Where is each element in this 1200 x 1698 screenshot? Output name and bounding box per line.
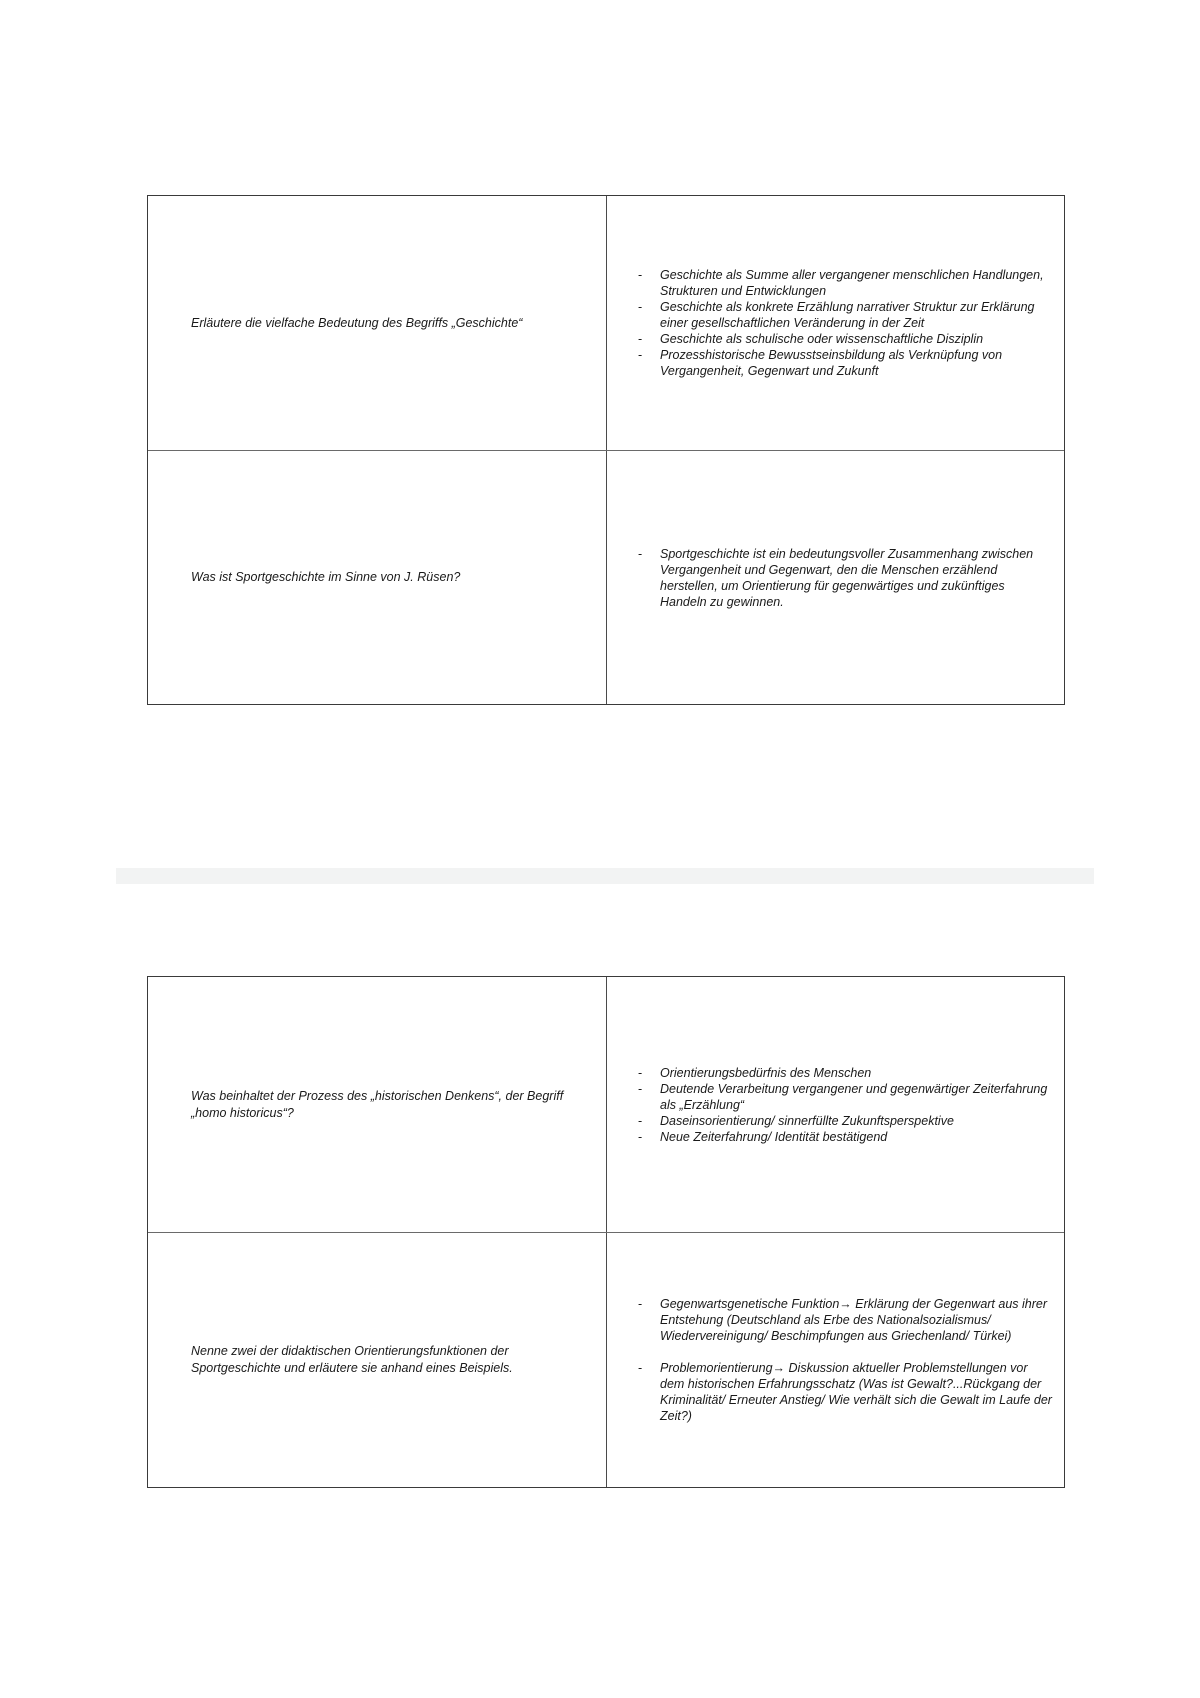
flashcard-row-1 <box>148 196 1064 450</box>
flashcard-row-2 <box>148 450 1064 704</box>
answer-item: - Neue Zeiterfahrung/ Identität bestätigend <box>637 1129 1054 1145</box>
document-page-2 <box>0 884 1200 1698</box>
question-cell <box>148 451 607 704</box>
answer-item: - Sportgeschichte ist ein bedeutungsvoller Zusammenhang zwischen Vergangenheit und Gegenwart, den die Menschen erzählend herstellen, um Orientierung für gegenwärtiges und zukünftiges Handeln zu gewinnen. <box>637 546 1054 610</box>
flashcard-table-1 <box>147 195 1065 705</box>
answer-item: - Geschichte als schulische oder wissenschaftliche Disziplin <box>637 331 1054 347</box>
answer-item: - Problemorientierung→ Diskussion aktueller Problemstellungen vor dem historischen Erfahrungsschatz (Was ist Gewalt?...Rückgang der Kriminalität/ Erneuter Anstieg/ Wie verhält sich die Gewalt im Laufe der Zeit?) <box>637 1360 1054 1424</box>
answer-cell <box>607 451 1064 704</box>
answer-item: - Gegenwartsgenetische Funktion→ Erklärung der Gegenwart aus ihrer Entstehung (Deutschland als Erbe des Nationalsozialismus/ Wiedervereinigung/ Beschimpfungen aus Griechenland/ Türkei) <box>637 1296 1054 1344</box>
question-cell <box>148 196 607 450</box>
flashcard-table-2 <box>147 976 1065 1488</box>
flashcard-row-4 <box>148 1232 1064 1487</box>
question-text: Was beinhaltet der Prozess des „historischen Denkens“, der Begriff „homo historicus“? <box>191 1088 564 1120</box>
question-cell <box>148 1233 607 1487</box>
answer-item: - Prozesshistorische Bewusstseinsbildung als Verknüpfung von Vergangenheit, Gegenwart und Zukunft <box>637 347 1054 379</box>
answer-cell <box>607 977 1064 1232</box>
question-text: Nenne zwei der didaktischen Orientierungsfunktionen der Sportgeschichte und erläutere sie anhand eines Beispiels. <box>191 1344 513 1375</box>
page-separator <box>116 868 1094 884</box>
answer-item: - Geschichte als konkrete Erzählung narrativer Struktur zur Erklärung einer gesellschaftlichen Veränderung in der Zeit <box>637 299 1054 331</box>
question-text: Erläutere die vielfache Bedeutung des Begriffs „Geschichte“ <box>191 315 523 330</box>
question-cell <box>148 977 607 1232</box>
question-text: Was ist Sportgeschichte im Sinne von J. Rüsen? <box>191 570 461 584</box>
answer-cell <box>607 196 1064 450</box>
answer-list <box>637 267 1054 379</box>
answer-list <box>637 1296 1054 1424</box>
answer-cell <box>607 1233 1064 1487</box>
answer-item: - Deutende Verarbeitung vergangener und gegenwärtiger Zeiterfahrung als „Erzählung“ <box>637 1081 1054 1113</box>
answer-item: - Orientierungsbedürfnis des Menschen <box>637 1065 1054 1081</box>
flashcard-row-3 <box>148 977 1064 1232</box>
answer-list <box>637 546 1054 610</box>
answer-item: - Daseinsorientierung/ sinnerfüllte Zukunftsperspektive <box>637 1113 1054 1129</box>
answer-list <box>637 1065 1054 1145</box>
answer-item: - Geschichte als Summe aller vergangener menschlichen Handlungen, Strukturen und Entwicklungen <box>637 267 1054 299</box>
